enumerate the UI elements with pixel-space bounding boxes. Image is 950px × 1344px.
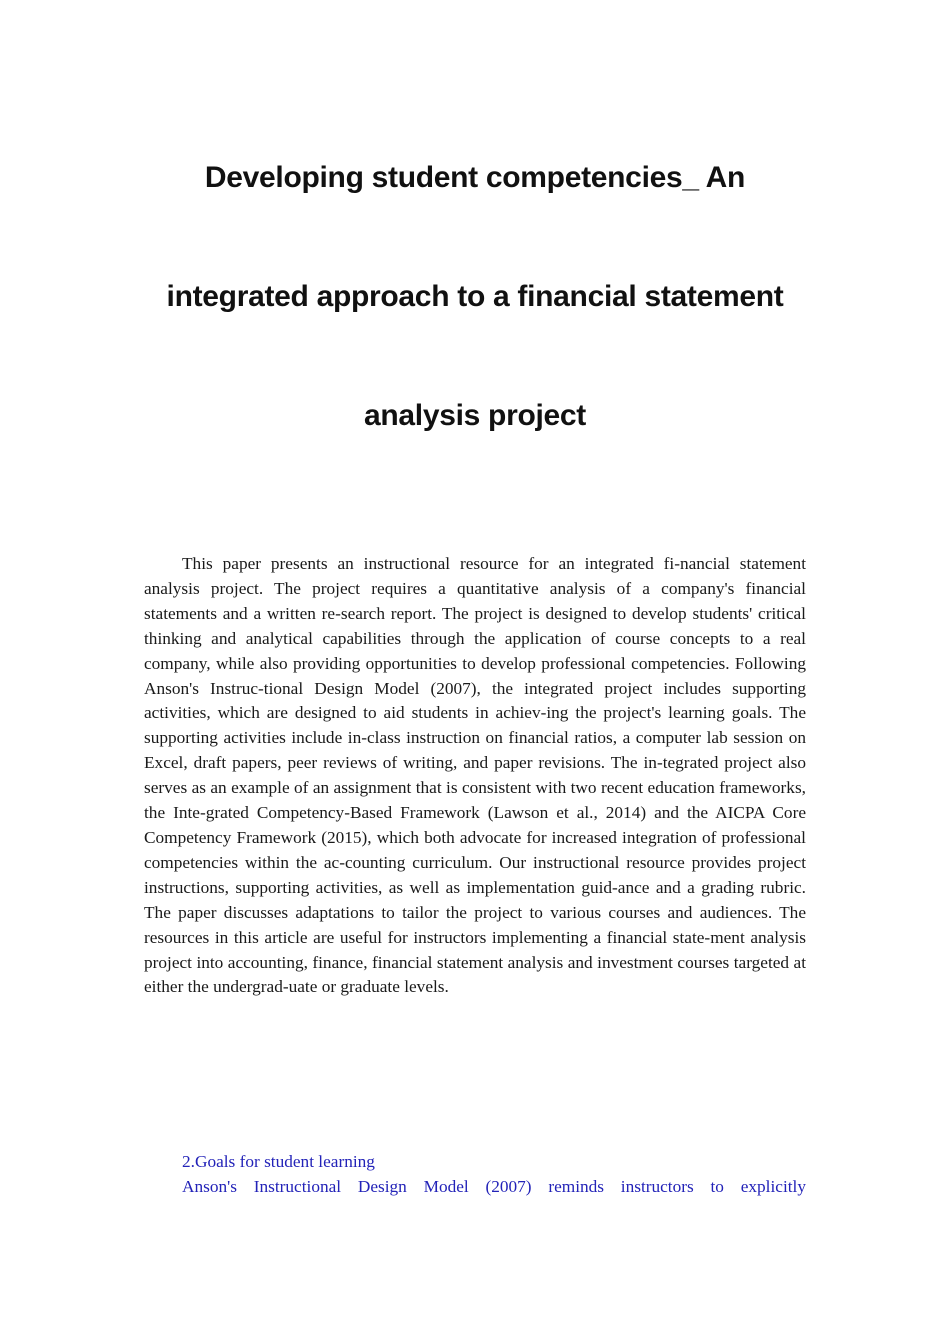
section-heading: 2.Goals for student learning — [182, 1152, 375, 1171]
title-line-2: integrated approach to a financial statement — [166, 280, 784, 313]
abstract-paragraph: This paper presents an instructional resource for an integrated fi-nancial statement analysis project. The project requires a quantitative analysis of a company's financial statements and a written re-search report. The project is designed to develop students' critical thinking and analytical capabilities through the application of course concepts to a real company, while also providing opportunities to develop professional competencies. Following Anson's Instruc-tional Design Model (2007), the integrated project includes supporting activities, which are designed to aid students in achiev-ing the project's learning goals. The supporting activities include in-class instruction on financial ratios, a computer lab session on Excel, draft papers, peer reviews of writing, and paper revisions. The in-tegrated project also serves as an example of an assignment that is consistent with two recent education frameworks, the Inte-grated Competency-Based Framework (Lawson et al., 2014) and the AICPA Core Competency Framework (2015), which both advocate for increased integration of professional competencies within the ac-counting curriculum. Our instructional resource provides project instructions, supporting activities, as well as implementation guid-ance and a grading rubric. The paper discusses adaptations to tailor the project to various courses and audiences. The resources in this article are useful for instructors implementing a financial state-ment analysis project into accounting, finance, financial statement analysis and investment courses targeted at either the undergrad-uate or graduate levels. — [144, 554, 806, 997]
title-line-3: analysis project — [364, 399, 586, 432]
title-line-1: Developing student competencies_ An — [204, 161, 746, 194]
section-first-line: Anson's Instructional Design Model (2007) reminds instructors to explicitly — [182, 1177, 806, 1196]
